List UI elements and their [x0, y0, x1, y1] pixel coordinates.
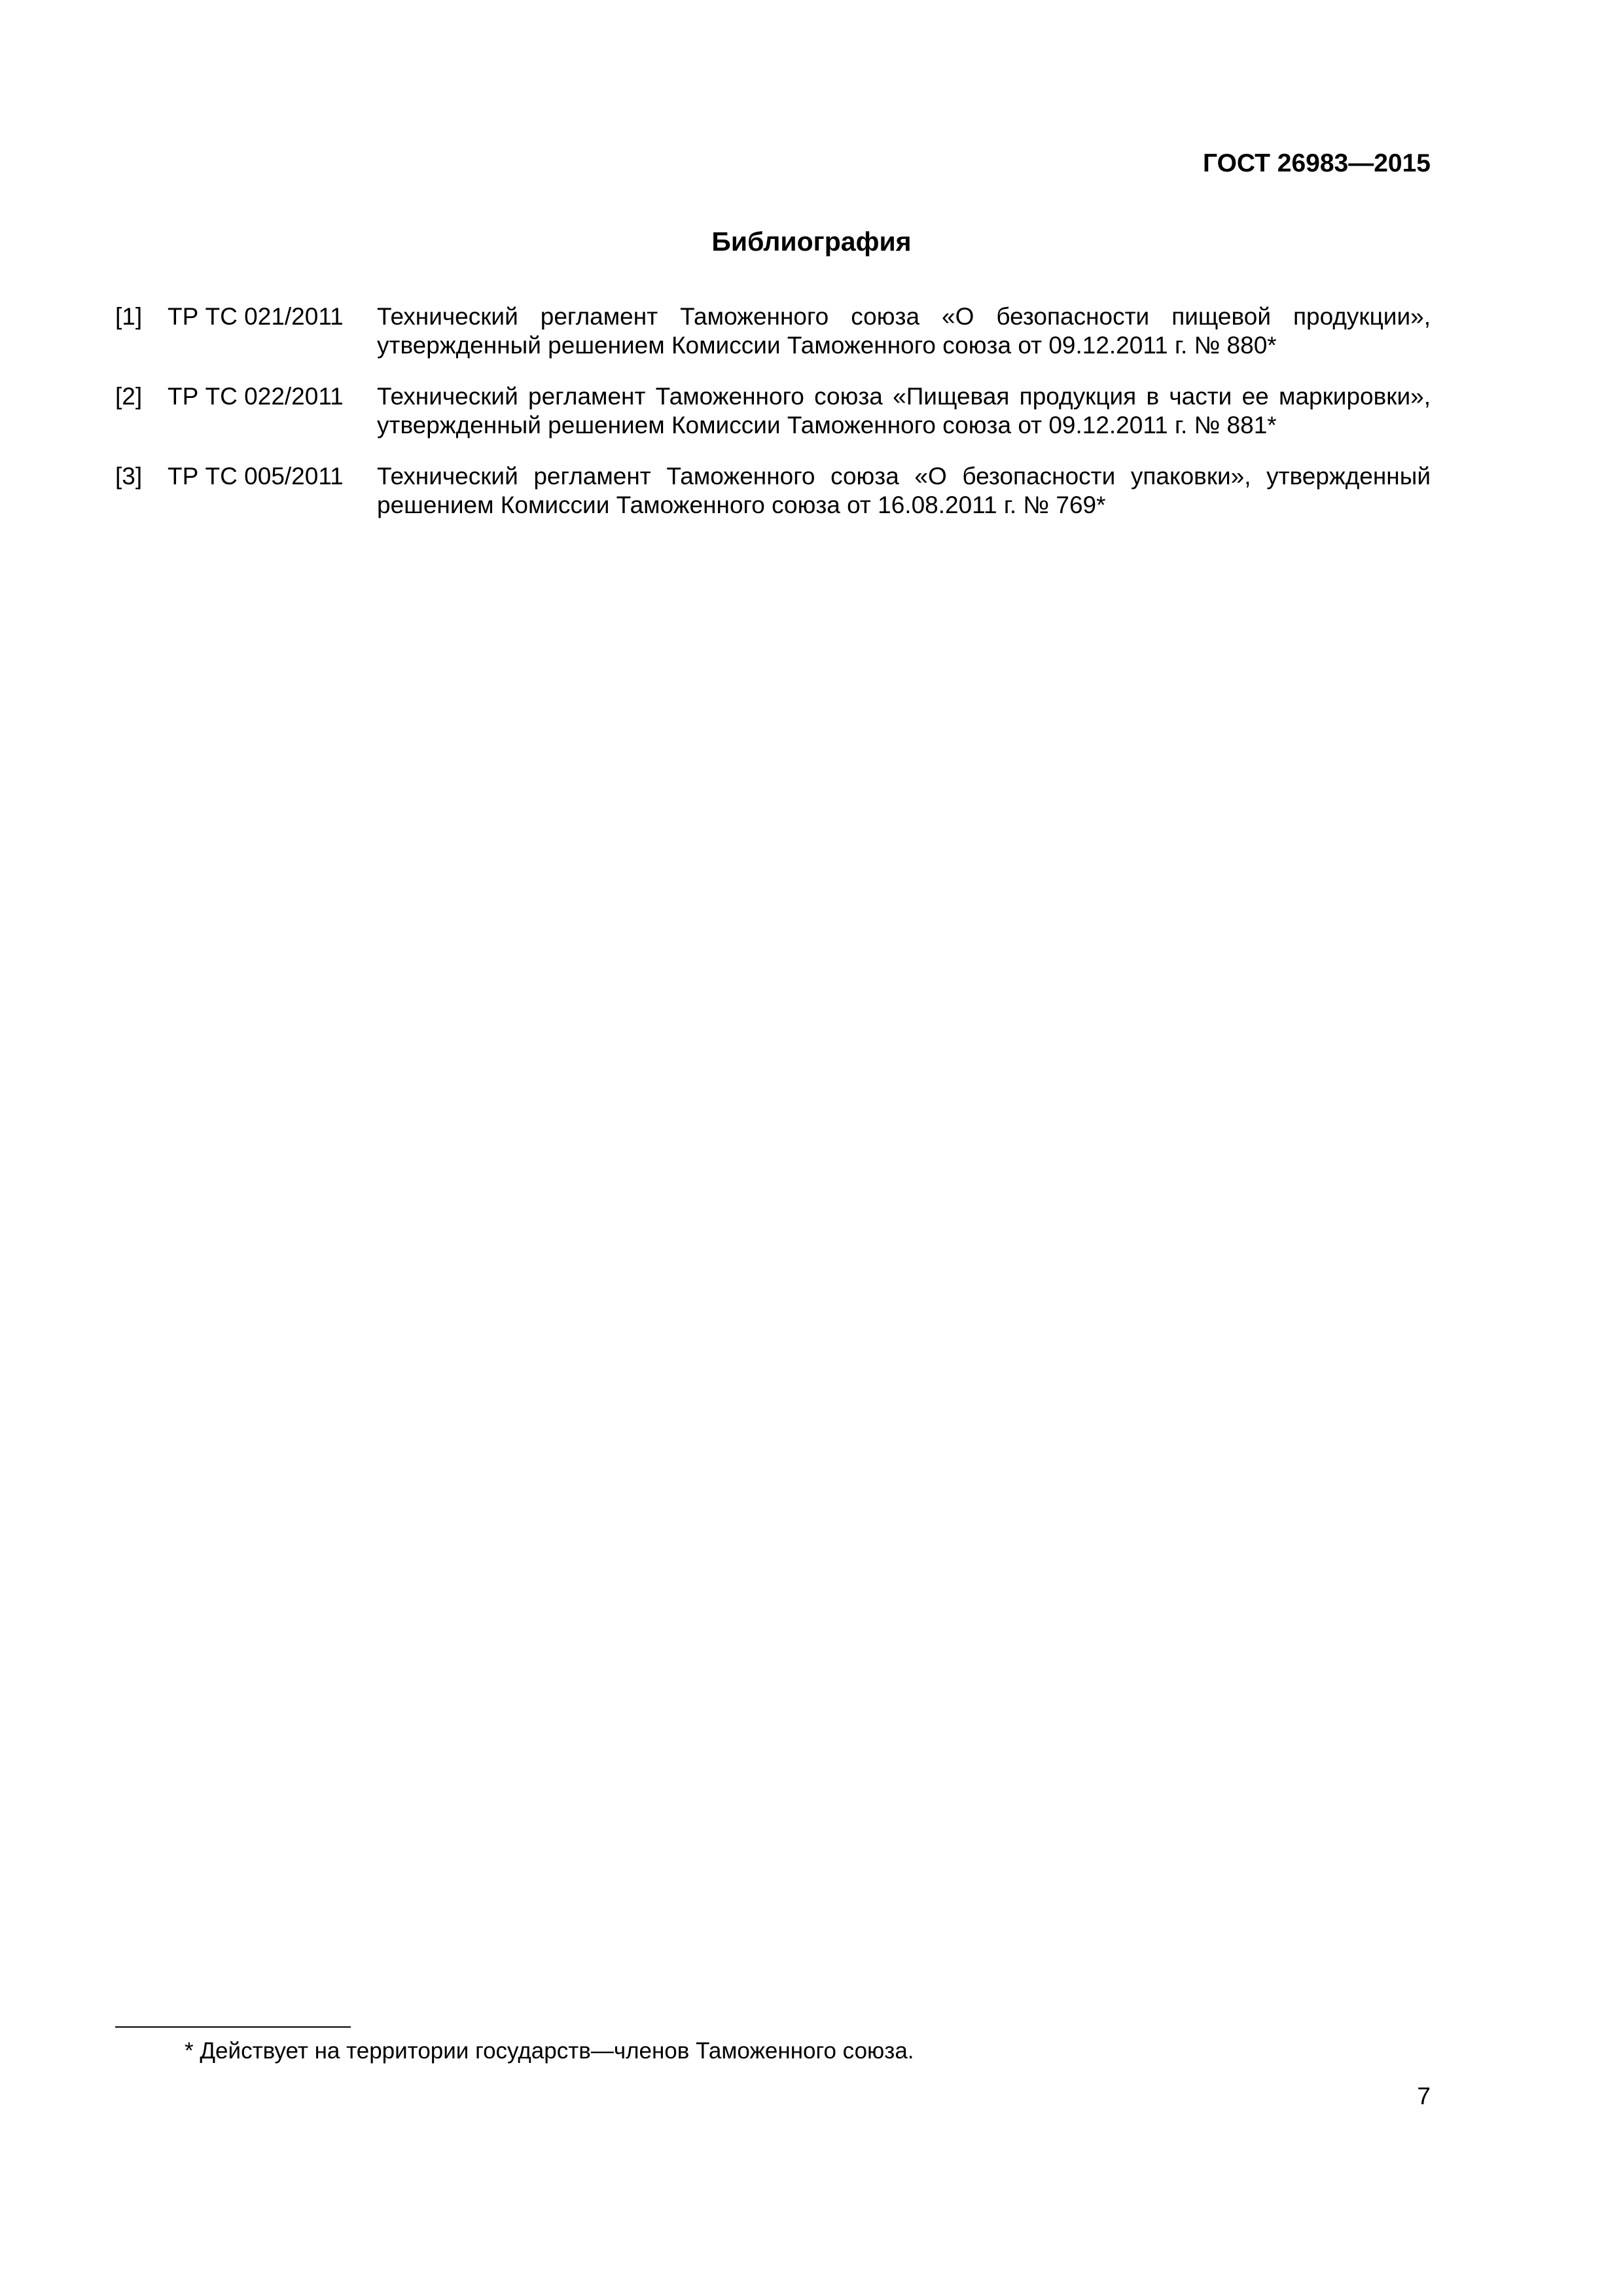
entry-code: ТР ТС 022/2011 [168, 383, 344, 410]
footnote: * Действует на территории государств—членов Таможенного союза. [185, 2038, 914, 2064]
entry-text: Технический регламент Таможенного союза «О безопасности упаковки», утвержденный решением Комиссии Таможенного союза от 16.08.2011 г. № 769* [377, 463, 1431, 518]
entry-code: ТР ТС 021/2011 [168, 303, 344, 330]
entry-number: [1] [115, 303, 143, 330]
bibliography-entry [115, 302, 1431, 360]
footnote-divider [115, 2026, 351, 2028]
bibliography-entry [115, 462, 1431, 520]
entry-text: Технический регламент Таможенного союза «О безопасности пищевой продукции», утвержденный решением Комиссии Таможенного союза от 09.12.2011 г. № 880* [377, 303, 1431, 359]
entry-number: [3] [115, 463, 143, 490]
entry-text: Технический регламент Таможенного союза «Пищевая продукция в части ее маркировки», утвержденный решением Комиссии Таможенного союза от 09.12.2011 г. № 881* [377, 383, 1431, 439]
entry-number: [2] [115, 383, 143, 410]
entry-code: ТР ТС 005/2011 [168, 463, 344, 490]
bibliography-entry [115, 382, 1431, 440]
bibliography-list [115, 302, 1431, 542]
document-id: ГОСТ 26983—2015 [1203, 149, 1431, 177]
page-number: 7 [1417, 2083, 1431, 2109]
bibliography-title: Библиография [711, 226, 912, 257]
